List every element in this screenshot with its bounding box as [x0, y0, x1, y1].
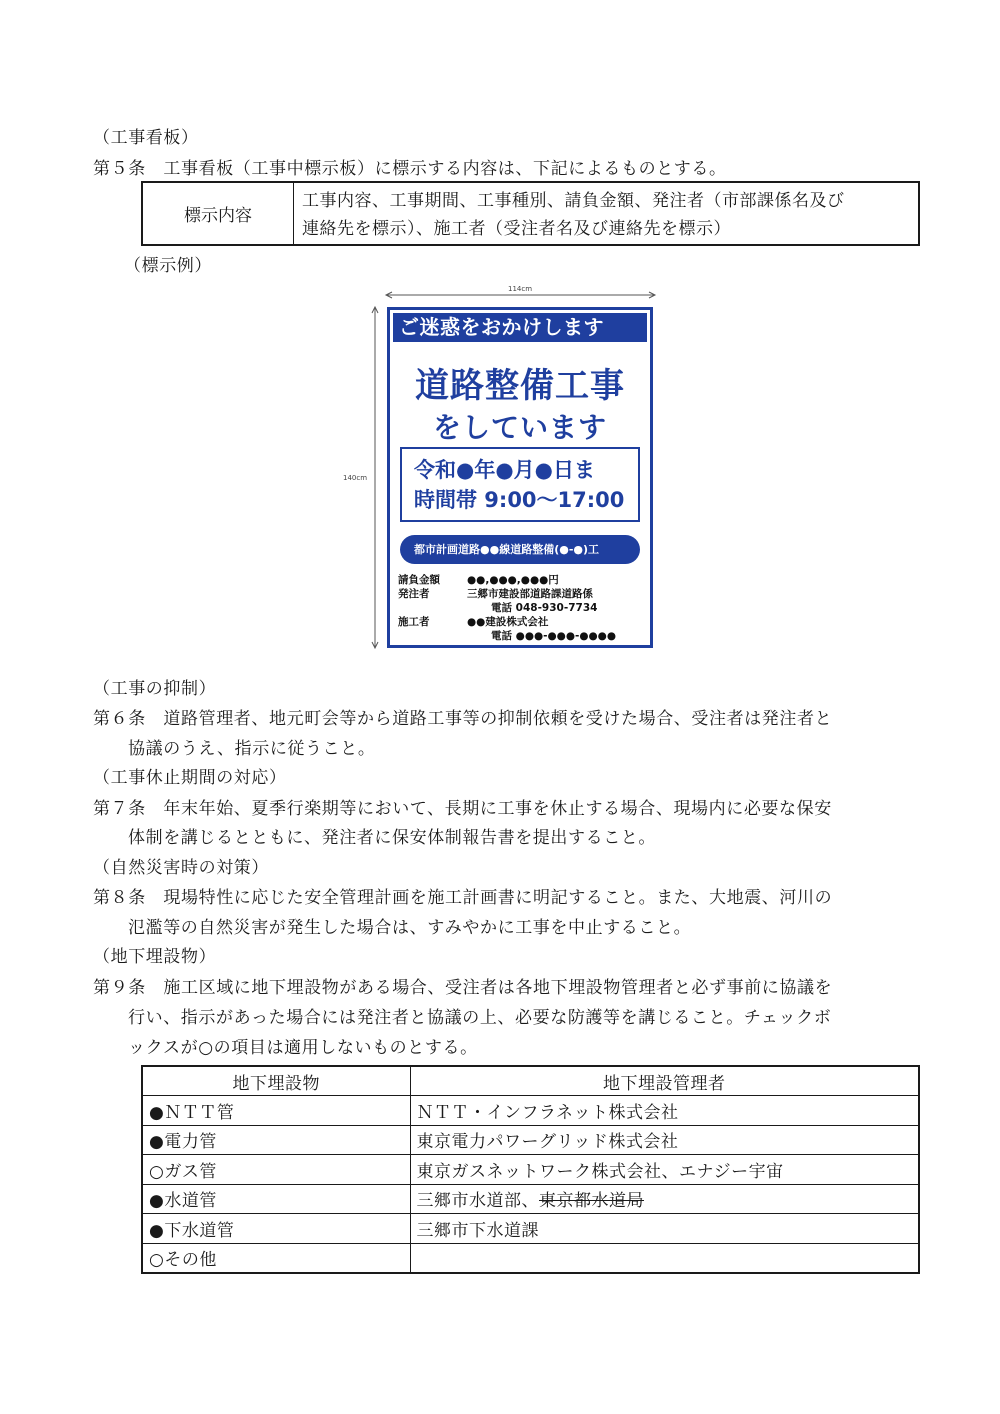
- orderer-phone: 電話 048-930-7734: [491, 602, 598, 614]
- manager-cell: 三郷市下水道課: [410, 1214, 919, 1244]
- section8-line-2: 氾濫等の自然災害が発生した場合は、すみやかに工事を中止すること。: [128, 918, 692, 938]
- table-row: [142, 1243, 919, 1273]
- utility-cell: ●水道管: [142, 1184, 410, 1214]
- amount-label: 請負金額: [398, 574, 440, 586]
- orderer-label: 発注者: [398, 588, 430, 600]
- utility-cell: ○その他: [142, 1243, 410, 1273]
- section6-line-1: 第６条 道路管理者、地元町会等から道路工事等の抑制依頼を受けた場合、受注者は発注者と: [93, 709, 833, 729]
- header-manager: 地下埋設管理者: [410, 1066, 919, 1096]
- table-header-row: [142, 1066, 919, 1096]
- section7-heading: （工事休止期間の対応）: [93, 768, 287, 788]
- underground-utilities-table: [141, 1065, 920, 1274]
- manager-text: 三郷市水道部、: [416, 1191, 539, 1212]
- section9-line-3: ックスが○の項目は適用しないものとする。: [128, 1038, 478, 1058]
- section9-line-2: 行い、指示があった場合には発注者と協議の上、必要な防護等を講じること。チェックボ: [128, 1008, 832, 1028]
- section5-text: 第５条 工事看板（工事中標示板）に標示する内容は、下記によるものとする。: [93, 159, 727, 179]
- section5-heading: （工事看板）: [93, 128, 199, 148]
- contractor-value: ●●建設株式会社: [467, 616, 549, 628]
- sign-header: ご迷惑をおかけします: [393, 313, 647, 342]
- table-row: [142, 1155, 919, 1185]
- width-dimension-label: 114cm: [508, 285, 533, 293]
- example-label: （標示例）: [124, 256, 212, 276]
- section7-line-1: 第７条 年末年始、夏季行楽期等において、長期に工事を休止する場合、現場内に必要な保安: [93, 799, 832, 819]
- section8-line-1: 第８条 現場特性に応じた安全管理計画を施工計画書に明記すること。また、大地震、河川の: [93, 888, 833, 908]
- section6-line-2: 協議のうえ、指示に従うこと。: [128, 739, 376, 759]
- manager-cell: 東京ガスネットワーク株式会社、エナジー宇宙: [410, 1155, 919, 1185]
- contractor-phone: 電話 ●●●-●●●-●●●●: [491, 630, 616, 642]
- display-content-value: [294, 183, 918, 244]
- section6-heading: （工事の抑制）: [93, 679, 217, 699]
- contractor-label: 施工者: [398, 616, 430, 628]
- utility-cell: ●ＮＴＴ管: [142, 1096, 410, 1126]
- manager-cell: 東京電力パワーグリッド株式会社: [410, 1125, 919, 1155]
- manager-cell: ＮＴＴ・インフラネット株式会社: [410, 1096, 919, 1126]
- sign-subtitle: をしています: [432, 411, 607, 444]
- sign-date-line: 令和●年●月●日ま: [414, 458, 595, 482]
- sign-title: 道路整備工事: [415, 366, 625, 406]
- table-row: [142, 1184, 919, 1214]
- utility-cell: ●電力管: [142, 1125, 410, 1155]
- amount-value: ●●,●●●,●●●円: [467, 574, 559, 586]
- struck-manager-text: 東京都水道局: [539, 1191, 644, 1212]
- section8-heading: （自然災害時の対策）: [93, 858, 269, 878]
- section9-line-1: 第９条 施工区域に地下埋設物がある場合、受注者は各地下埋設物管理者と必ず事前に協議を: [93, 978, 833, 998]
- display-content-table: [141, 181, 920, 246]
- utility-cell: ○ガス管: [142, 1155, 410, 1185]
- table-row: [142, 1096, 919, 1126]
- display-content-label: 標示内容: [143, 183, 294, 244]
- manager-cell: [410, 1184, 919, 1214]
- utility-cell: ●下水道管: [142, 1214, 410, 1244]
- orderer-value: 三郷市建設部道路課道路係: [467, 588, 593, 600]
- display-content-line-2: 連絡先を標示）、施工者（受注者名及び連絡先を標示）: [302, 219, 731, 239]
- sign-period-box: [400, 447, 640, 522]
- table-row: [142, 1214, 919, 1244]
- section9-heading: （地下埋設物）: [93, 947, 217, 967]
- section7-line-2: 体制を講じるとともに、発注者に保安体制報告書を提出すること。: [128, 828, 656, 848]
- header-utility: 地下埋設物: [142, 1066, 410, 1096]
- display-content-line-1: 工事内容、工事期間、工事種別、請負金額、発注者（市部課係名及び: [302, 191, 845, 211]
- height-dimension-label: 140cm: [343, 474, 368, 482]
- construction-sign: [387, 307, 653, 648]
- table-row: [142, 1125, 919, 1155]
- sign-project-name: 都市計画道路●●線道路整備(●-●)工: [400, 535, 640, 564]
- sign-info: [398, 573, 644, 643]
- sign-time-line: 時間帯 9:00～17:00: [414, 488, 625, 512]
- manager-cell: [410, 1243, 919, 1273]
